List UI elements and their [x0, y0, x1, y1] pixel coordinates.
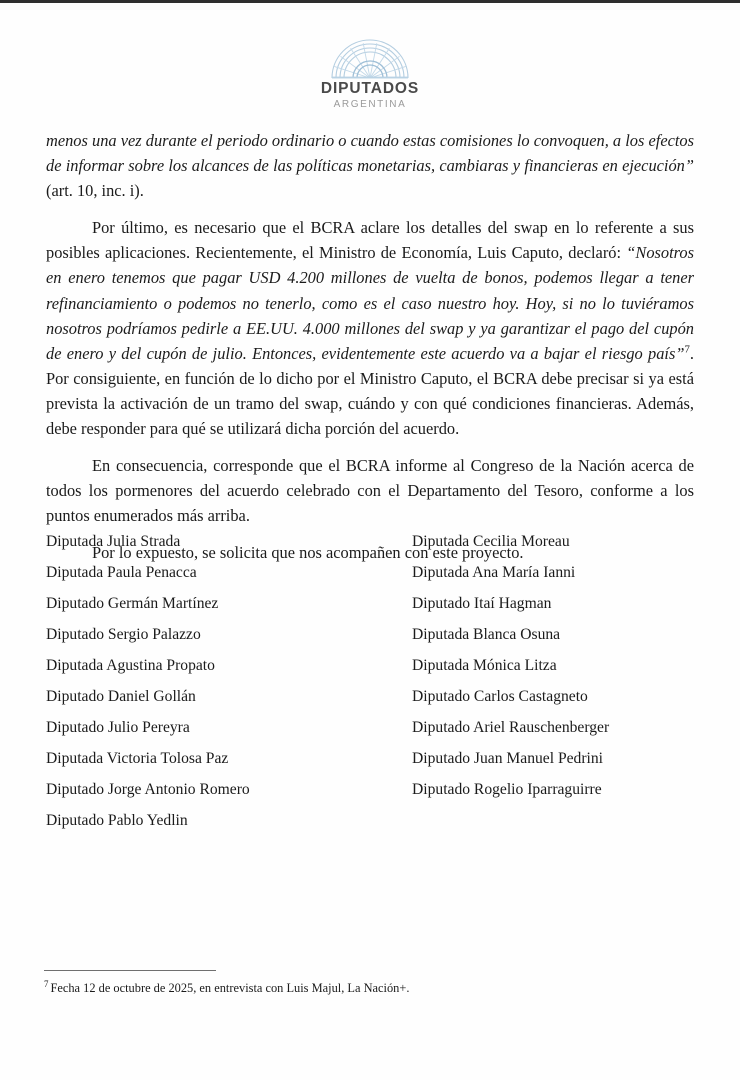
list-item: Diputado Jorge Antonio Romero	[46, 781, 250, 798]
footnote-body: Fecha 12 de octubre de 2025, en entrevista con Luis Majul, La Nación+.	[50, 981, 410, 996]
paragraph-lead-text: Por último, es necesario que el BCRA aclare los detalles del swap en lo referente a sus posibles aplicaciones. Recientemente, el Ministro de Economía, Luis Caputo, declaró:	[46, 218, 694, 263]
signature-list	[46, 534, 700, 844]
list-item: Diputada Victoria Tolosa Paz	[46, 750, 229, 767]
footnote-separator-rule	[44, 970, 216, 971]
congress-fan-logo-icon	[322, 34, 418, 80]
list-item: Diputado Daniel Gollán	[46, 688, 196, 705]
signature-column-left	[46, 534, 373, 844]
list-item: Diputado Sergio Palazzo	[46, 626, 201, 643]
list-item: Diputado Rogelio Iparraguirre	[412, 781, 602, 798]
paragraph-tail-text: . Por consiguiente, en función de lo dicho por el Ministro Caputo, el BCRA debe precisar si ya está prevista la activación de un tramo del swap, cuándo y con qué condiciones financieras. Además, debe responder para qué se utilizará dicha porción del acuerdo.	[46, 343, 694, 439]
logo-title: DIPUTADOS	[320, 80, 420, 97]
list-item: Diputada Cecilia Moreau	[412, 533, 570, 550]
footnote-text	[44, 980, 664, 997]
list-item: Diputada Blanca Osuna	[412, 626, 561, 643]
list-item: Diputado Ariel Rauschenberger	[412, 719, 610, 736]
list-item: Diputada Ana María Ianni	[412, 564, 576, 581]
list-item: Diputado Carlos Castagneto	[412, 688, 588, 705]
list-item: Diputado Pablo Yedlin	[46, 812, 188, 829]
list-item: Diputada Agustina Propato	[46, 657, 215, 674]
footnote-number: 7	[44, 979, 49, 990]
list-item: Diputada Mónica Litza	[412, 657, 557, 674]
scan-top-edge	[0, 0, 740, 3]
paragraph-consecuencia: En consecuencia, corresponde que el BCRA informe al Congreso de la Nación acerca de todos los pormenores del acuerdo celebrado con el Departamento del Tesoro, conforme a los puntos enumerados más arriba.	[46, 456, 694, 526]
paragraph-quote-continuation	[46, 128, 694, 203]
document-body	[46, 128, 694, 566]
list-item: Diputada Paula Penacca	[46, 564, 197, 581]
list-item: Diputado Juan Manuel Pedrini	[412, 750, 603, 767]
list-item: Diputada Julia Strada	[46, 533, 181, 550]
paragraph-solicitud: Por lo expuesto, se solicita que nos acompañen con este proyecto.	[92, 543, 524, 563]
diputados-logo	[305, 34, 435, 110]
paragraph-caputo-statement	[46, 215, 694, 441]
document-header	[0, 0, 740, 110]
list-item: Diputado Julio Pereyra	[46, 719, 190, 736]
list-item: Diputado Itaí Hagman	[412, 595, 552, 612]
article-citation: (art. 10, inc. i).	[46, 181, 144, 201]
list-item: Diputado Germán Martínez	[46, 595, 219, 612]
signature-column-right	[373, 534, 700, 844]
caputo-quote-text: “Nosotros en enero tenemos que pagar USD 4.200 millones de vuelta de bonos, podemos llegar a tener refinanciamiento o podemos no tenerlo, como es el caso nuestro hoy. Hoy, si no lo tuviéramos nosotros podríamos pedirle a EE.UU. 4.000 millones del swap y ya garantizar el pago del cupón de enero y del cupón de julio. Entonces, evidentemente este acuerdo va a bajar el riesgo país”	[46, 243, 694, 363]
footnote-marker-inline: 7	[684, 343, 690, 356]
logo-subtitle: ARGENTINA	[333, 99, 407, 111]
footnote-area	[44, 970, 664, 997]
quote-tail-text: menos una vez durante el periodo ordinario o cuando estas comisiones lo convoquen, a los efectos de informar sobre los alcances de las políticas monetarias, cambiaras y financieras en ejecución”	[46, 131, 694, 176]
